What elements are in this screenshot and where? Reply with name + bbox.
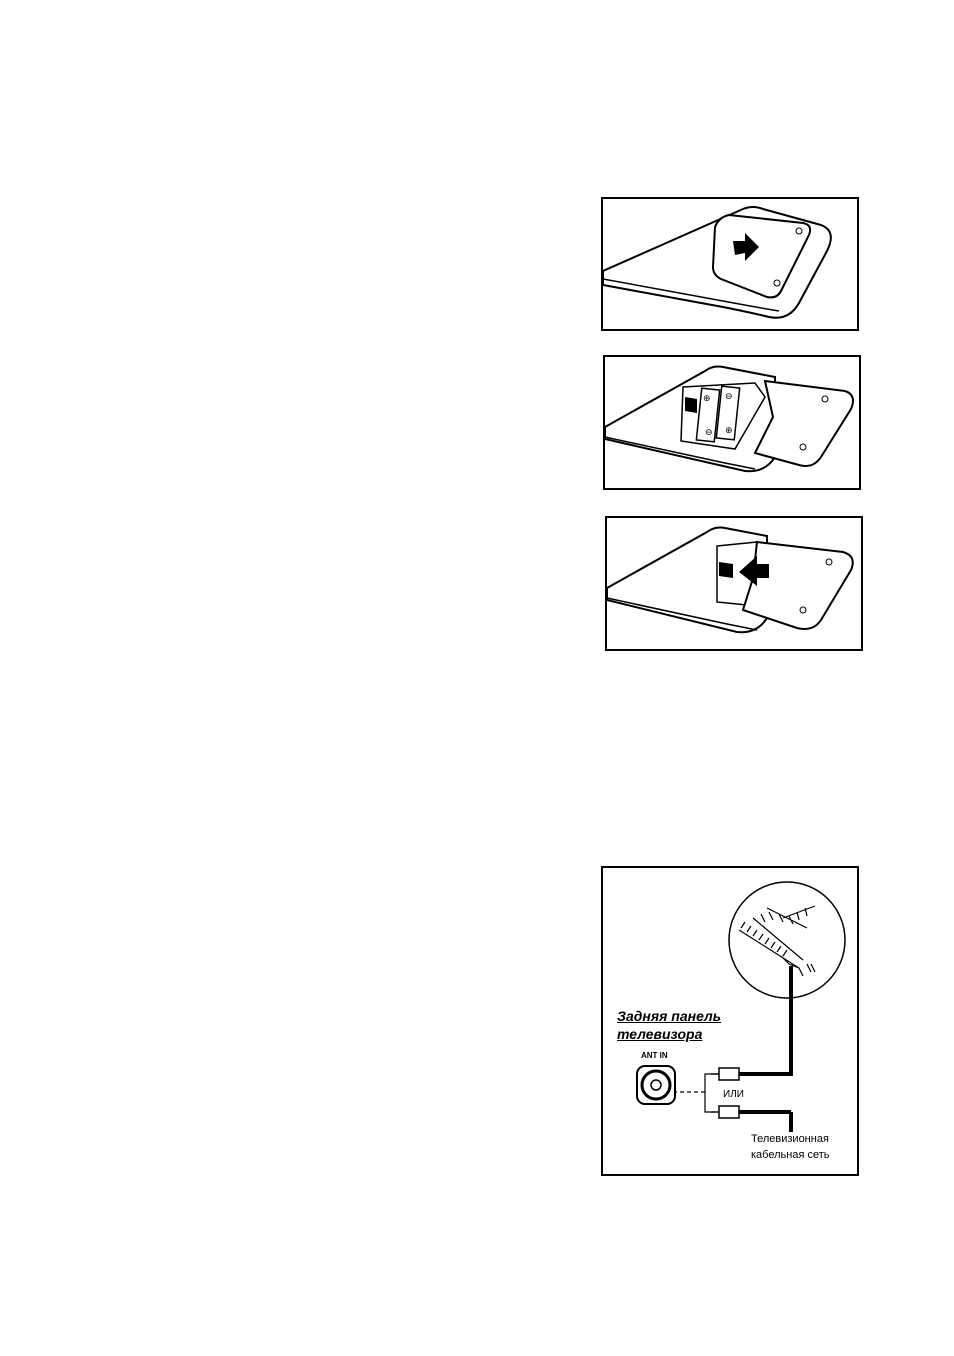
cable-network-label-line2: кабельная сеть: [751, 1149, 830, 1161]
sliding-cover: [743, 542, 853, 629]
ant-in-label: ANT IN: [641, 1051, 668, 1060]
tv-back-panel-label-line2: телевизора: [617, 1026, 703, 1042]
antenna-connection-figure: [601, 866, 859, 1176]
remote-batteries-illustration: [605, 357, 859, 488]
remote-cover-push-illustration: [603, 199, 857, 329]
svg-text:⊖: ⊖: [705, 428, 713, 438]
battery-insert-figure: [603, 355, 861, 490]
svg-text:⊕: ⊕: [703, 394, 711, 404]
remote-cover-close-illustration: [607, 518, 861, 649]
battery-cover-close-figure: [605, 516, 863, 651]
tv-back-panel-label-line1: Задняя панель: [617, 1008, 722, 1024]
antenna-detail-circle: [729, 882, 845, 998]
battery-cover-open-figure: [601, 197, 859, 331]
svg-text:⊕: ⊕: [725, 426, 733, 436]
or-label: ИЛИ: [723, 1089, 744, 1100]
removed-cover: [755, 381, 853, 466]
cable-network-label-line1: Телевизионная: [751, 1133, 829, 1145]
svg-text:⊖: ⊖: [725, 392, 733, 402]
ant-in-socket-icon: [637, 1066, 675, 1104]
